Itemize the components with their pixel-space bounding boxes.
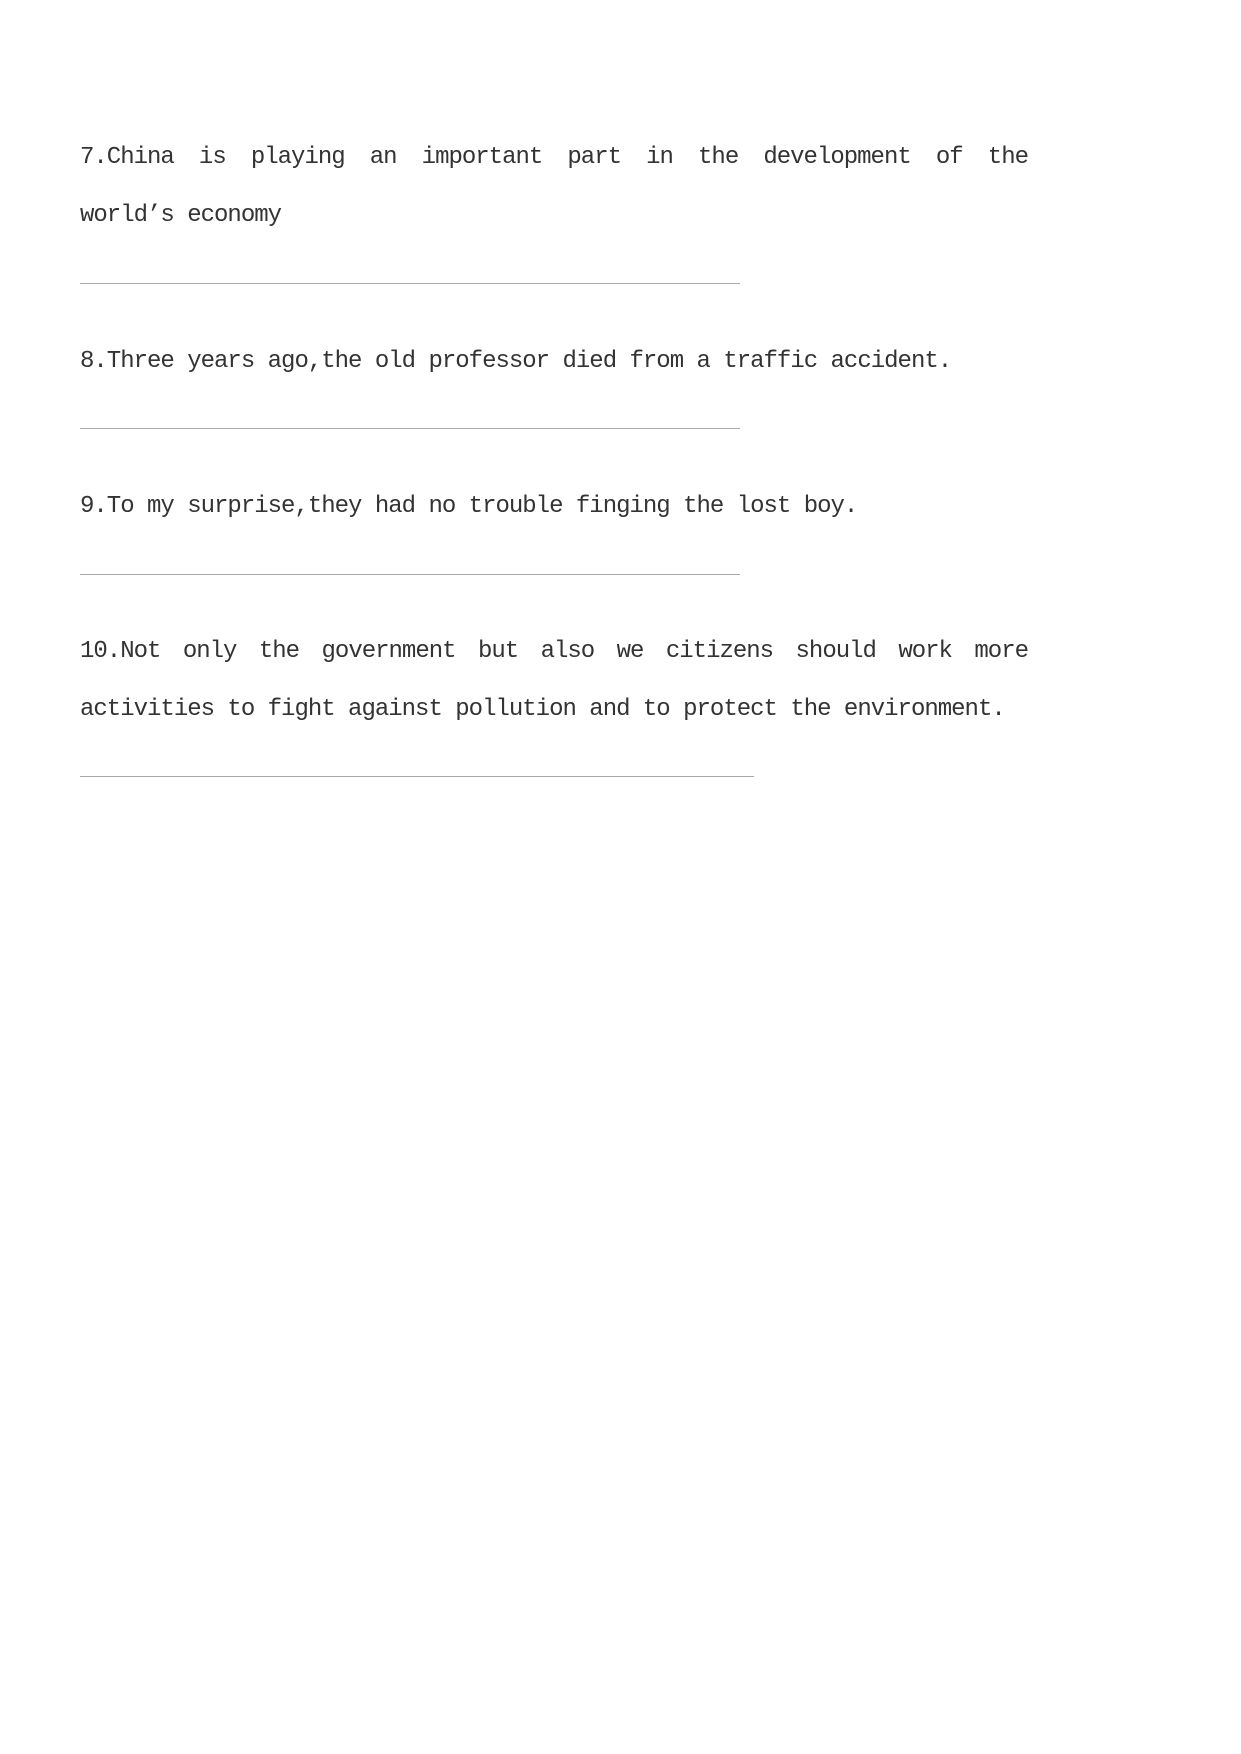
question-8 xyxy=(80,333,1028,391)
question-10 xyxy=(80,623,1028,739)
question-9-text-line-1: 9.To my surprise,they had no trouble finging the lost boy. xyxy=(80,493,858,520)
question-7-text-line-1: 7.China is playing an important part in the development of the xyxy=(80,144,1028,171)
question-9 xyxy=(80,478,1028,536)
question-10-text-line-1: 10.Not only the government but also we citizens should work more xyxy=(80,638,1028,665)
question-8-answer-blank xyxy=(80,428,740,429)
question-9-answer-blank xyxy=(80,574,740,575)
question-7 xyxy=(80,129,1028,245)
question-8-text-line-1: 8.Three years ago,the old professor died from a traffic accident. xyxy=(80,348,952,375)
question-7-answer-blank xyxy=(80,283,740,284)
question-7-text-line-2: world’s economy xyxy=(80,202,282,229)
question-10-text-line-2: activities to fight against pollution and to protect the environment. xyxy=(80,696,1005,723)
question-10-answer-blank xyxy=(80,776,754,777)
